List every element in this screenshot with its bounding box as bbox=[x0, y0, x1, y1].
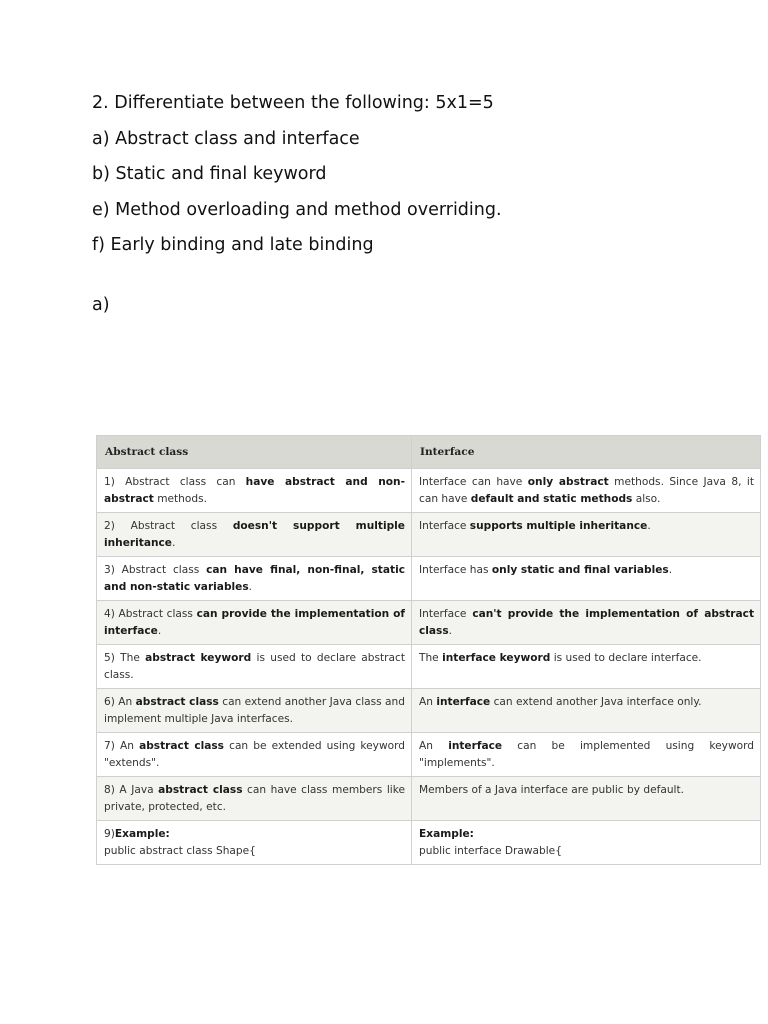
header-abstract-class: Abstract class bbox=[97, 436, 412, 469]
cell-abstract-class: 3) Abstract class can have final, non-final, static and non-static variables. bbox=[97, 557, 412, 601]
question-block bbox=[92, 86, 732, 264]
table-header-row bbox=[97, 436, 761, 469]
table-body bbox=[97, 469, 761, 865]
question-item-f: f) Early binding and late binding bbox=[92, 235, 374, 255]
table-row bbox=[97, 469, 761, 513]
cell-interface: Example: public interface Drawable{ bbox=[412, 821, 761, 865]
table-row bbox=[97, 733, 761, 777]
cell-abstract-class: 5) The abstract keyword is used to declare abstract class. bbox=[97, 645, 412, 689]
table-row bbox=[97, 601, 761, 645]
cell-interface: The interface keyword is used to declare interface. bbox=[412, 645, 761, 689]
cell-abstract-class: 6) An abstract class can extend another Java class and implement multiple Java interfaces. bbox=[97, 689, 412, 733]
comparison-table bbox=[96, 435, 761, 865]
cell-interface: Members of a Java interface are public by default. bbox=[412, 777, 761, 821]
table-row bbox=[97, 689, 761, 733]
cell-abstract-class: 9)Example: public abstract class Shape{ bbox=[97, 821, 412, 865]
cell-interface: An interface can be implemented using keyword "implements". bbox=[412, 733, 761, 777]
header-interface: Interface bbox=[412, 436, 761, 469]
table-row bbox=[97, 513, 761, 557]
cell-interface: Interface has only static and final variables. bbox=[412, 557, 761, 601]
question-item-b: b) Static and final keyword bbox=[92, 164, 327, 184]
table-row bbox=[97, 777, 761, 821]
question-item-e: e) Method overloading and method overriding. bbox=[92, 199, 502, 220]
cell-interface: Interface can have only abstract methods. Since Java 8, it can have default and static methods also. bbox=[412, 469, 761, 513]
table-row bbox=[97, 645, 761, 689]
table-row bbox=[97, 557, 761, 601]
question-heading: 2. Differentiate between the following: 5x1=5 bbox=[92, 93, 494, 113]
cell-abstract-class: 8) A Java abstract class can have class members like private, protected, etc. bbox=[97, 777, 412, 821]
answer-label: a) bbox=[92, 295, 110, 315]
question-item-a: a) Abstract class and interface bbox=[92, 128, 360, 149]
cell-abstract-class: 4) Abstract class can provide the implementation of interface. bbox=[97, 601, 412, 645]
cell-interface: Interface supports multiple inheritance. bbox=[412, 513, 761, 557]
cell-interface: An interface can extend another Java interface only. bbox=[412, 689, 761, 733]
cell-abstract-class: 7) An abstract class can be extended using keyword "extends". bbox=[97, 733, 412, 777]
table-row bbox=[97, 821, 761, 865]
cell-abstract-class: 1) Abstract class can have abstract and non-abstract methods. bbox=[97, 469, 412, 513]
cell-interface: Interface can't provide the implementation of abstract class. bbox=[412, 601, 761, 645]
cell-abstract-class: 2) Abstract class doesn't support multiple inheritance. bbox=[97, 513, 412, 557]
comparison-table-image bbox=[96, 435, 768, 857]
